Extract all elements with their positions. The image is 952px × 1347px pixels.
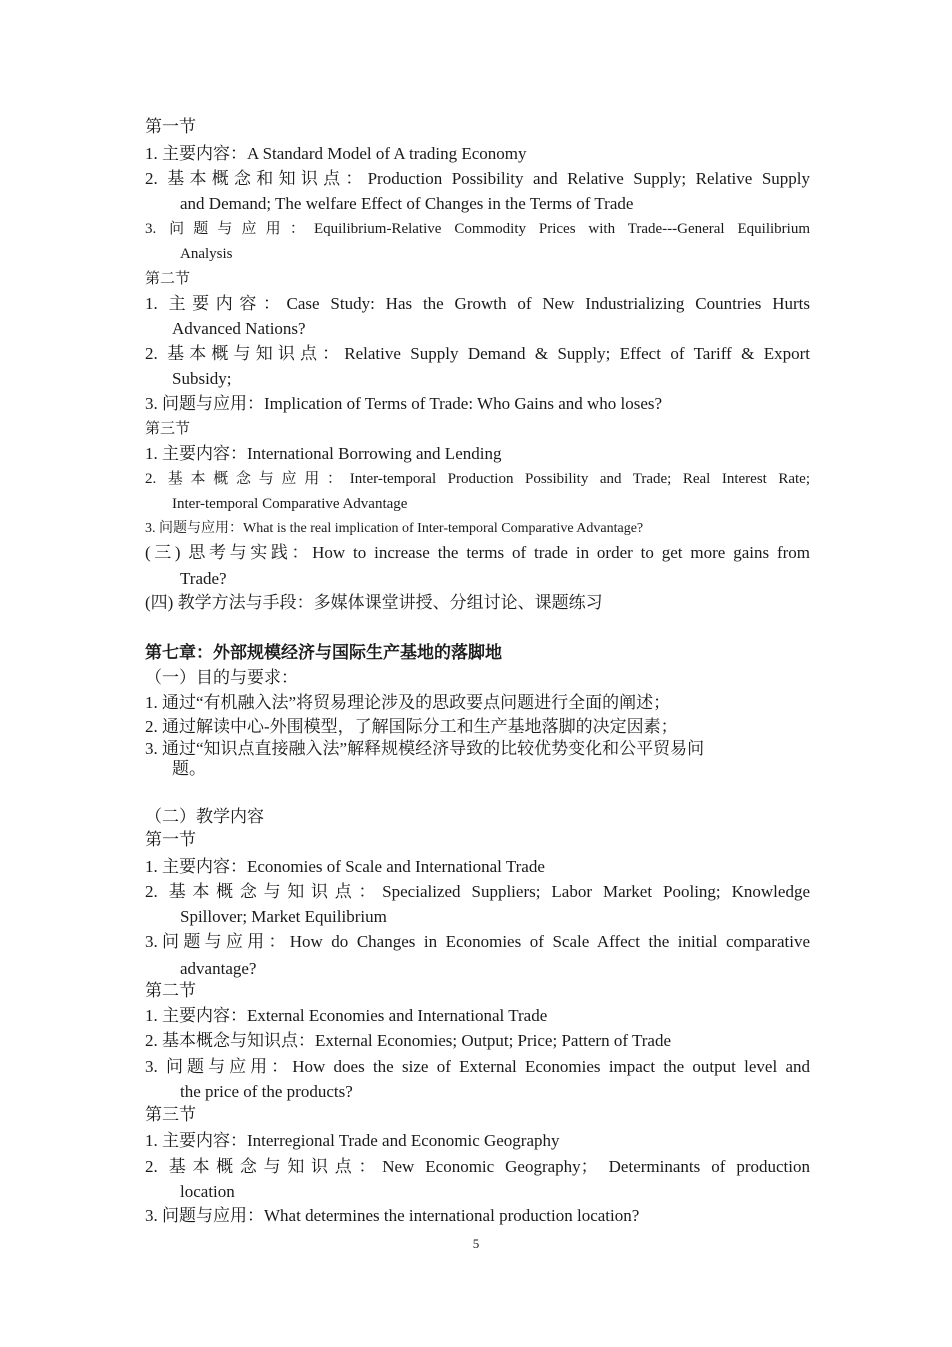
main-content-item-continued: Advanced Nations? [172, 319, 306, 338]
application-item: 3. 问题与应用：What determines the international production location? [145, 1206, 640, 1225]
concept-item: 2. 基本概念与应用：Inter-temporal Production Possibility and Trade; Real Interest Rate; [145, 471, 810, 487]
practice-item-continued: Trade? [180, 569, 227, 588]
concept-item-continued: Inter-temporal Comparative Advantage [172, 496, 408, 512]
main-content-item: 1. 主要内容：Case Study: Has the Growth of New Industrializing Countries Hurts [145, 294, 810, 313]
main-content-item: 1. 主要内容：International Borrowing and Lending [145, 444, 502, 463]
teaching-methods-item: (四) 教学方法与手段：多媒体课堂讲授、分组讨论、课题练习 [145, 593, 603, 612]
application-item: 3. 问题与应用：Equilibrium-Relative Commodity Prices with Trade---General Equilibrium [145, 221, 810, 237]
section-heading: 第一节 [145, 830, 196, 849]
section-heading: 第一节 [145, 117, 196, 136]
concept-item: 2. 基本概与知识点：Relative Supply Demand & Supply; Effect of Tariff & Export [145, 344, 810, 363]
page-number: 5 [472, 1236, 480, 1251]
concept-item-continued: and Demand; The welfare Effect of Changes in the Terms of Trade [180, 194, 634, 213]
application-item: 3.问题与应用：How do Changes in Economies of Scale Affect the initial comparative [145, 932, 810, 951]
application-item-continued: advantage? [180, 959, 257, 978]
concept-item: 2. 基本概念与知识点：Specialized Suppliers; Labor Market Pooling; Knowledge [145, 882, 810, 901]
application-item-continued: Analysis [180, 246, 233, 262]
section-heading: 第三节 [145, 421, 191, 437]
practice-item: (三) 思考与实践：How to increase the terms of trade in order to get more gains from [145, 543, 810, 562]
objective-item-continued: 题。 [172, 759, 206, 778]
application-item-continued: the price of the products? [180, 1082, 353, 1101]
objective-item: 3. 通过“知识点直接融入法”解释规模经济导致的比较优势变化和公平贸易问 [145, 739, 705, 758]
concept-item: 2. 基本概念与知识点：External Economies; Output; Price; Pattern of Trade [145, 1031, 671, 1050]
subsection-heading: （一）目的与要求： [145, 668, 298, 687]
concept-item-continued: Spillover; Market Equilibrium [180, 907, 387, 926]
application-item: 3. 问题与应用：What is the real implication of Inter-temporal Comparative Advantage? [145, 521, 644, 536]
chapter-title: 第七章：外部规模经济与国际生产基地的落脚地 [145, 643, 502, 663]
main-content-item: 1. 主要内容：External Economies and International Trade [145, 1006, 548, 1025]
concept-item-continued: location [180, 1182, 235, 1201]
objective-item: 1. 通过“有机融入法”将贸易理论涉及的思政要点问题进行全面的阐述； [145, 693, 671, 712]
section-heading: 第三节 [145, 1105, 196, 1124]
application-item: 3. 问题与应用：Implication of Terms of Trade: Who Gains and who loses? [145, 394, 663, 413]
concept-item-continued: Subsidy; [172, 369, 232, 388]
objective-item: 2. 通过解读中心-外围模型，了解国际分工和生产基地落脚的决定因素； [145, 717, 678, 736]
section-heading: 第二节 [145, 981, 196, 1000]
section-heading: 第二节 [145, 271, 191, 287]
concept-item: 2. 基本概念和知识点：Production Possibility and Relative Supply; Relative Supply [145, 169, 810, 188]
concept-item: 2. 基本概念与知识点：New Economic Geography； Determinants of production [145, 1157, 810, 1176]
main-content-item: 1. 主要内容：A Standard Model of A trading Economy [145, 144, 527, 163]
application-item: 3. 问题与应用：How does the size of External Economies impact the output level and [145, 1057, 810, 1076]
main-content-item: 1. 主要内容：Interregional Trade and Economic Geography [145, 1131, 560, 1150]
main-content-item: 1. 主要内容：Economies of Scale and International Trade [145, 857, 545, 876]
subsection-heading: （二）教学内容 [145, 807, 264, 826]
